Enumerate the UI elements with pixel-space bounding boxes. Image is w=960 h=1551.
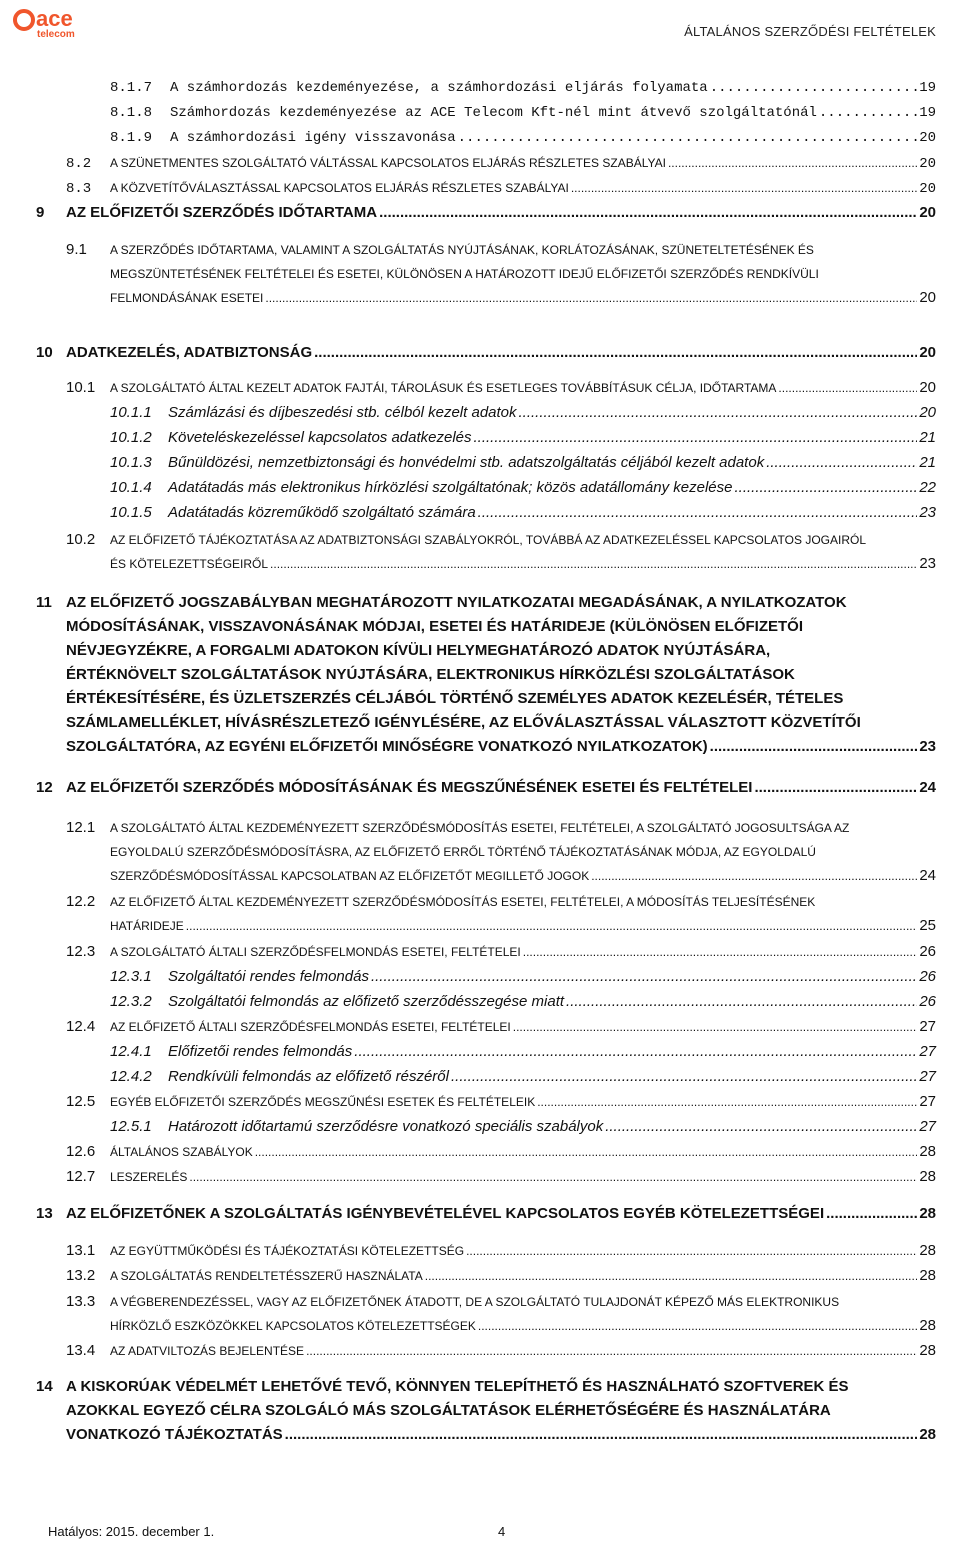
toc-entry-12-4[interactable]: 12.4 AZ ELŐFIZETŐ ÁLTALI SZERZŐDÉSFELMONDÁS ESETEI, FELTÉTELEI ..... 27 xyxy=(66,1017,936,1037)
toc-entry-10-1-3[interactable]: 10.1.3 Bűnüldözési, nemzetbiztonsági és honvédelmi stb. adatszolgáltatás céljából kezelt adatok ..... 21 xyxy=(110,453,936,473)
toc-entry-12-2[interactable]: 12.2 AZ ELŐFIZETŐ ÁLTAL KEZDEMÉNYEZETT SZERZŐDÉSMÓDOSÍTÁS ESETEI, FELTÉTELEI, A MÓDOSÍTÁS TELJESÍTÉSÉNEK HATÁRIDEJE ..... 25 xyxy=(66,892,936,936)
toc-entry-12-5[interactable]: 12.5 EGYÉB ELŐFIZETŐI SZERZŐDÉS MEGSZŰNÉSI ESETEK ÉS FELTÉTELEIK ..... 27 xyxy=(66,1092,936,1112)
ace-telecom-logo xyxy=(12,4,132,40)
toc-entry-12-3[interactable]: 12.3 A SZOLGÁLTATÓ ÁLTALI SZERZŐDÉSFELMONDÁS ESETEI, FELTÉTELEI ..... 26 xyxy=(66,942,936,962)
toc-entry-13-1[interactable]: 13.1 AZ EGYÜTTMŰKÖDÉSI ÉS TÁJÉKOZTATÁSI KÖTELEZETTSÉG ..... 28 xyxy=(66,1241,936,1261)
toc-entry-12-4-1[interactable]: 12.4.1 Előfizetői rendes felmondás ..... 27 xyxy=(110,1042,936,1062)
page-header xyxy=(0,0,960,46)
toc-entry-12-6[interactable]: 12.6 ÁLTALÁNOS SZABÁLYOK ..... 28 xyxy=(66,1142,936,1162)
toc-entry-10-1-4[interactable]: 10.1.4 Adatátadás más elektronikus hírközlési szolgáltatónak; közös adatállomány kezelése ..... 22 xyxy=(110,478,936,498)
toc-entry-12-3-1[interactable]: 12.3.1 Szolgáltatói rendes felmondás ..... 26 xyxy=(110,967,936,987)
toc-entry-10-1-1[interactable]: 10.1.1 Számlázási és díjbeszedési stb. célból kezelt adatok ..... 20 xyxy=(110,403,936,423)
svg-text:ace: ace xyxy=(36,6,73,31)
toc-entry-8-1-8[interactable]: 8.1.8 Számhordozás kezdeményezése az ACE Telecom Kft-nél mint átvevő szolgáltatónál ..... 19 xyxy=(110,103,936,123)
toc-entry-12-1[interactable]: 12.1 A SZOLGÁLTATÓ ÁLTAL KEZDEMÉNYEZETT SZERZŐDÉSMÓDOSÍTÁS ESETEI, FELTÉTELEI, A SZOLGÁLTATÓ JOGOSULTSÁGA AZ EGYOLDALÚ SZERZŐDÉSMÓDOSÍTÁSRA, AZ ELŐFIZETŐ ERRŐL TÖRTÉNŐ TÁJÉKOZTATÁSÁNAK MÓDJA, AZ EGYOLDALÚ SZERZŐDÉSMÓDOSÍTÁSSAL KAPCSOLATBAN AZ ELŐFIZETŐT MEGILLETŐ JOGOK ..... 24 xyxy=(66,818,936,886)
toc-entry-12[interactable]: 12 AZ ELŐFIZETŐI SZERZŐDÉS MÓDOSÍTÁSÁNAK ÉS MEGSZŰNÉSÉNEK ESETEI ÉS FELTÉTELEI ..... 24 xyxy=(36,778,936,798)
document-title: ÁLTALÁNOS SZERZŐDÉSI FELTÉTELEK xyxy=(684,24,936,39)
toc-entry-13[interactable]: 13 AZ ELŐFIZETŐNEK A SZOLGÁLTATÁS IGÉNYBEVÉTELÉVEL KAPCSOLATOS EGYÉB KÖTELEZETTSÉGEI ..... 28 xyxy=(36,1204,936,1224)
toc-entry-12-5-1[interactable]: 12.5.1 Határozott időtartamú szerződésre vonatkozó speciális szabályok ..... 27 xyxy=(110,1117,936,1137)
toc-entry-12-3-2[interactable]: 12.3.2 Szolgáltatói felmondás az előfizető szerződésszegése miatt ..... 26 xyxy=(110,992,936,1012)
toc-entry-10[interactable]: 10 ADATKEZELÉS, ADATBIZTONSÁG ..... 20 xyxy=(36,343,936,363)
toc-entry-10-1[interactable]: 10.1 A SZOLGÁLTATÓ ÁLTAL KEZELT ADATOK FAJTÁI, TÁROLÁSUK ÉS ESETLEGES TOVÁBBÍTÁSUK CÉLJA, IDŐTARTAMA ..... 20 xyxy=(66,378,936,398)
effective-date: Hatályos: 2015. december 1. xyxy=(48,1524,215,1539)
toc-entry-8-1-7[interactable]: 8.1.7 A számhordozás kezdeményezése, a számhordozási eljárás folyamata ..... 19 xyxy=(110,78,936,98)
toc-entry-10-2[interactable]: 10.2 AZ ELŐFIZETŐ TÁJÉKOZTATÁSA AZ ADATBIZTONSÁGI SZABÁLYOKRÓL, TOVÁBBÁ AZ ADATKEZELÉSSEL KAPCSOLATOS JOGAIRÓL ÉS KÖTELEZETTSÉGEIRŐL ..... 23 xyxy=(66,530,936,574)
page-number: 4 xyxy=(498,1524,506,1539)
toc-entry-9[interactable]: 9 AZ ELŐFIZETŐI SZERZŐDÉS IDŐTARTAMA ..... 20 xyxy=(36,203,936,223)
toc-entry-13-3[interactable]: 13.3 A VÉGBERENDEZÉSSEL, VAGY AZ ELŐFIZETŐNEK ÁTADOTT, DE A SZOLGÁLTATÓ TULAJDONÁT KÉPEZŐ MÁS ELEKTRONIKUS HÍRKÖZLŐ ESZKÖZÖKKEL KAPCSOLATOS KÖTELEZETTSÉGEK ..... 28 xyxy=(66,1292,936,1336)
toc-entry-10-1-2[interactable]: 10.1.2 Követeléskezeléssel kapcsolatos adatkezelés ..... 21 xyxy=(110,428,936,448)
toc-entry-13-4[interactable]: 13.4 AZ ADATVILTOZÁS BEJELENTÉSE ..... 28 xyxy=(66,1341,936,1361)
toc-entry-9-1[interactable]: 9.1 A SZERZŐDÉS IDŐTARTAMA, VALAMINT A SZOLGÁLTATÁS NYÚJTÁSÁNAK, KORLÁTOZÁSÁNAK, SZÜNETELTETÉSÉNEK ÉS MEGSZÜNTETÉSÉNEK FELTÉTELEI ÉS ESETEI, KÜLÖNÖSEN A HATÁROZOTT IDEJŰ ELŐFIZETŐI SZERZŐDÉS RENDKÍVÜLI FELMONDÁSÁNAK ESETEI ..... 20 xyxy=(66,240,936,308)
toc-entry-8-3[interactable]: 8.3 A KÖZVETÍTŐVÁLASZTÁSSAL KAPCSOLATOS ELJÁRÁS RÉSZLETES SZABÁLYAI ..... 20 xyxy=(66,178,936,199)
toc-entry-12-4-2[interactable]: 12.4.2 Rendkívüli felmondás az előfizető részéről ..... 27 xyxy=(110,1067,936,1087)
toc-entry-12-7[interactable]: 12.7 LESZERELÉS ..... 28 xyxy=(66,1167,936,1187)
svg-text:telecom: telecom xyxy=(37,29,75,40)
toc-entry-14[interactable]: 14 A KISKORÚAK VÉDELMÉT LEHETŐVÉ TEVŐ, KÖNNYEN TELEPÍTHETŐ ÉS HASZNÁLHATÓ SZOFTVEREK ÉS AZOKKAL EGYEZŐ CÉLRA SZOLGÁLÓ MÁS SZOLGÁLTATÁSOK ELÉRHETŐSÉGÉRE ÉS HASZNÁLATÁRA VONATKOZÓ TÁJÉKOZTATÁS ..... 28 xyxy=(36,1377,936,1445)
toc-entry-8-2[interactable]: 8.2 A SZÜNETMENTES SZOLGÁLTATÓ VÁLTÁSSAL KAPCSOLATOS ELJÁRÁS RÉSZLETES SZABÁLYAI ..... 20 xyxy=(66,153,936,174)
toc-entry-13-2[interactable]: 13.2 A SZOLGÁLTATÁS RENDELTETÉSSZERŰ HASZNÁLATA ..... 28 xyxy=(66,1266,936,1286)
toc-entry-8-1-9[interactable]: 8.1.9 A számhordozási igény visszavonása ..... 20 xyxy=(110,128,936,148)
toc-entry-10-1-5[interactable]: 10.1.5 Adatátadás közreműködő szolgáltató számára ..... 23 xyxy=(110,503,936,523)
toc-entry-11[interactable]: 11 AZ ELŐFIZETŐ JOGSZABÁLYBAN MEGHATÁROZOTT NYILATKOZATAI MEGADÁSÁNAK, A NYILATKOZATOK MÓDOSÍTÁSÁNAK, VISSZAVONÁSÁNAK MÓDJAI, ESETEI ÉS HATÁRIDEJE (KÜLÖNÖSEN ELŐFIZETŐI NÉVJEGYZÉKRE, A FORGALMI ADATOKON KÍVÜLI HELYMEGHATÁROZÓ ADATOK NYÚJTÁSÁRA, ÉRTÉKNÖVELT SZOLGÁLTATÁSOK NYÚJTÁSÁRA, ELEKTRONIKUS HÍRKÖZLÉSI SZOLGÁLTATÁSOK ÉRTÉKESÍTÉSÉRE, ÉS ÜZLETSZERZÉS CÉLJÁBÓL TÖRTÉNŐ SZEMÉLYES ADATOK KEZELÉSÉR, TÉTELES SZÁMLAMELLÉKLET, HÍVÁSRÉSZLETEZŐ IGÉNYLÉSÉRE, AZ ELŐVÁLASZTÁSSAL VÁLASZTOTT KÖZVETÍTŐI SZOLGÁLTATÓRA, AZ EGYÉNI ELŐFIZETŐI MINŐSÉGRE VONATKOZÓ NYILATKOZATOK) ..... 23 xyxy=(36,593,936,757)
